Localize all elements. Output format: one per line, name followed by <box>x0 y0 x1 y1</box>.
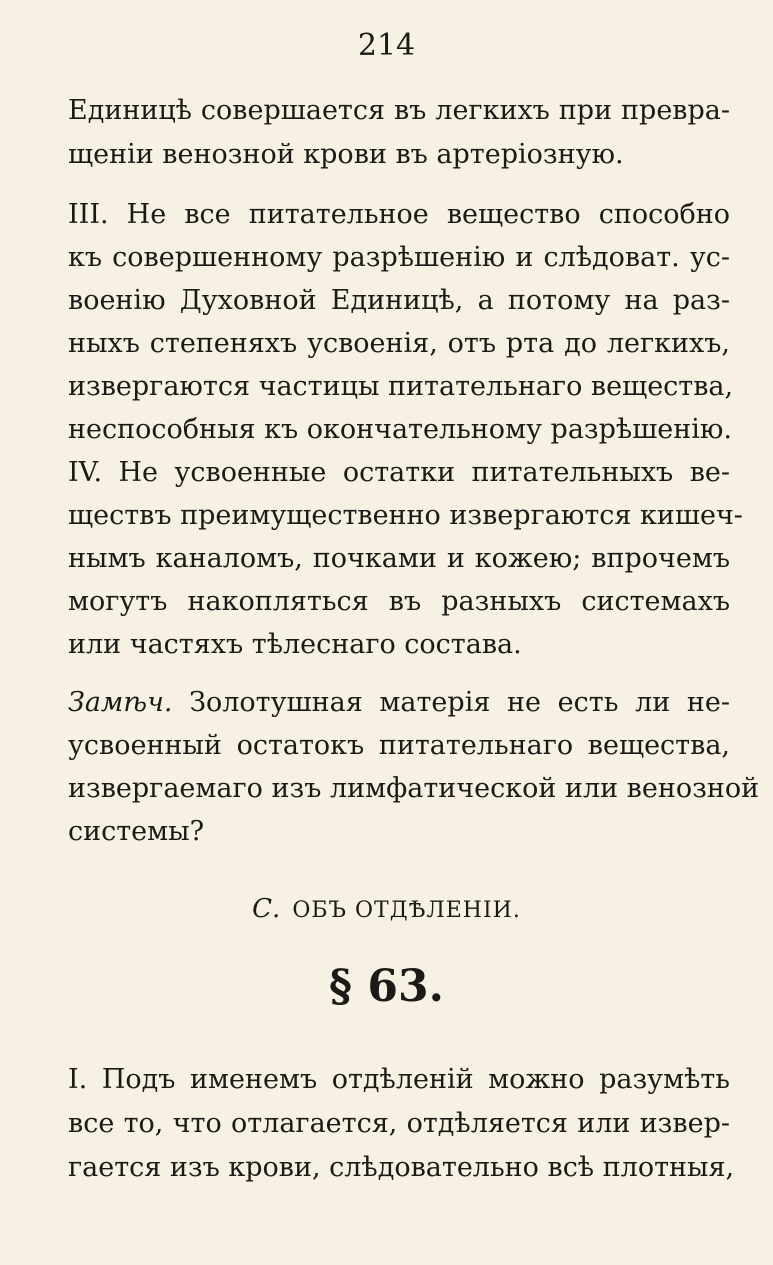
text-line: IV. Не усвоенные остатки питательныхъ ве- <box>68 457 730 488</box>
note-first-line <box>68 685 730 721</box>
text-line: III. Не все питательное вещество способно <box>68 199 730 230</box>
text-line: ныхъ степеняхъ усвоенія, отъ рта до легкихъ, <box>68 328 730 359</box>
text-line: гается изъ крови, слѣдовательно всѣ плотныя, <box>68 1152 735 1183</box>
text-line: Единицѣ совершается въ легкихъ при превра- <box>68 95 730 126</box>
paragraph-heading: § 63. <box>329 961 444 1012</box>
text-line: усвоенный остатокъ питательнаго вещества, <box>68 730 730 761</box>
page-number: 214 <box>357 28 416 63</box>
text-line: или частяхъ тѣлеснаго состава. <box>68 629 522 660</box>
note-text: Золотушная матерія не есть ли не- <box>189 687 730 718</box>
section-letter: С. <box>252 894 281 924</box>
text-line: все то, что отлагается, отдѣляется или извер- <box>68 1108 730 1139</box>
text-line: къ совершенному разрѣшенію и слѣдоват. ус- <box>68 242 730 273</box>
text-line: ществъ преимущественно извергаются кишеч- <box>68 500 743 531</box>
text-line: извергаются частицы питательнаго вещества, <box>68 371 734 402</box>
text-line: неспособныя къ окончательному разрѣшенію. <box>68 414 733 445</box>
text-line: системы? <box>68 816 205 847</box>
section-title: ОБЪ ОТДѢЛЕНІИ. <box>292 898 521 923</box>
section-heading <box>0 893 773 927</box>
text-line: могутъ накопляться въ разныхъ системахъ <box>68 586 730 617</box>
text-line: I. Подъ именемъ отдѣленій можно разумѣть <box>68 1064 730 1095</box>
text-line: извергаемаго изъ лимфатической или венозной <box>68 773 760 804</box>
text-line: нымъ каналомъ, почками и кожею; впрочемъ <box>68 543 730 574</box>
text-line: щеніи венозной крови въ артеріозную. <box>68 139 624 170</box>
note-label: Замѣч. <box>68 687 173 718</box>
text-line: военію Духовной Единицѣ, а потому на раз- <box>68 285 730 316</box>
